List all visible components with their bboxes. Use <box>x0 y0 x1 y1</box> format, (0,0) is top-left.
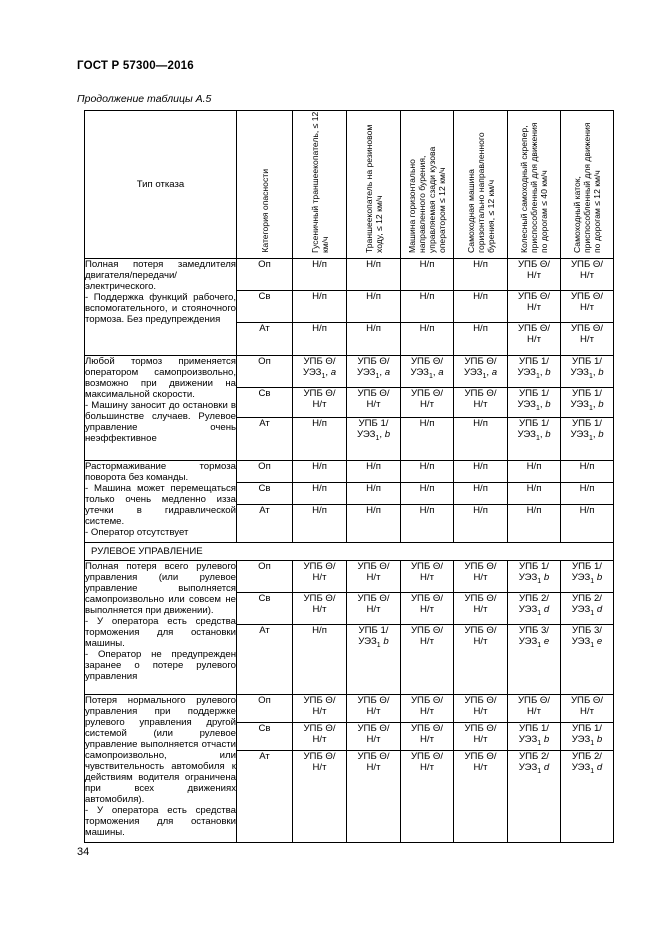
hazard-category-cell: Оп <box>237 356 293 388</box>
section-row <box>85 543 614 561</box>
table-continuation-caption: Продолжение таблицы А.5 <box>77 93 212 105</box>
rating-cell <box>347 259 401 291</box>
cell-value: Н/п <box>526 505 542 516</box>
rating-cell <box>347 723 401 751</box>
rating-cell <box>454 723 508 751</box>
failure-type-line: Полная потеря всего рулевого управления (или рулевое управление выполняется самопроизвольно или совсем не выполняется при движении). <box>85 561 236 616</box>
hazard-category-cell: Ат <box>237 625 293 695</box>
rating-cell <box>561 388 614 418</box>
rating-cell <box>293 291 347 323</box>
hazard-category-cell: Св <box>237 723 293 751</box>
cell-value-line2: Н/т <box>473 399 488 410</box>
hazard-category-cell: Ат <box>237 323 293 356</box>
cell-value-line1: УПБ 3/ <box>519 625 549 636</box>
table-row <box>85 561 614 593</box>
cell-value: Н/п <box>473 461 488 472</box>
header-col-3 <box>347 111 401 259</box>
cell-value-line1: УПБ Θ/ <box>357 388 390 399</box>
cell-value-line2: $УЭЗ_1$ d <box>518 762 550 775</box>
cell-value-line2: $УЭЗ_1$, b <box>517 367 551 380</box>
cell-value-line1: УПБ 2/ <box>572 751 602 762</box>
cell-value-line2: $УЭЗ_1$ b <box>571 734 603 747</box>
rating-cell <box>508 625 561 695</box>
cell-value-line2: Н/т <box>312 399 327 410</box>
cell-value-line2: $УЭЗ_1$, b <box>356 429 391 442</box>
cell-value-line2: Н/т <box>527 334 541 345</box>
cell-value-line2: $УЭЗ_1$, a <box>302 367 337 380</box>
rating-cell <box>454 561 508 593</box>
cell-value-line2: $УЭЗ_1$ b <box>571 572 603 585</box>
rating-cell <box>347 483 401 505</box>
cell-value-line1: УПБ Θ/ <box>410 356 444 367</box>
cell-value-line1: УПБ 1/ <box>572 418 602 429</box>
cell-value-line2: Н/т <box>366 572 381 583</box>
header-col-6 <box>508 111 561 259</box>
cell-value: Н/п <box>419 259 435 270</box>
rating-cell <box>401 593 454 625</box>
rating-cell <box>561 561 614 593</box>
cell-value-line2: $УЭЗ_1$ e <box>571 636 603 649</box>
cell-value-line2: Н/т <box>420 604 434 615</box>
cell-value-line2: $УЭЗ_1$ e <box>518 636 550 649</box>
rating-cell <box>401 259 454 291</box>
failure-type-line: Растормаживание тормоза поворота без команды. <box>85 461 236 483</box>
failure-type-cell <box>85 356 237 461</box>
rating-cell <box>347 751 401 843</box>
cell-value-line1: УПБ 1/ <box>519 418 549 429</box>
cell-value-line2: $УЭЗ_1$ b <box>518 572 550 585</box>
cell-value-line1: УПБ Θ/ <box>357 593 390 604</box>
rating-cell <box>293 356 347 388</box>
rating-cell <box>561 483 614 505</box>
rating-cell <box>454 695 508 723</box>
cell-value-line2: Н/т <box>527 302 541 313</box>
cell-value-line1: УПБ Θ/ <box>570 695 604 706</box>
cell-value-line2: Н/т <box>366 399 381 410</box>
rating-cell <box>347 593 401 625</box>
header-col-2 <box>293 111 347 259</box>
rating-cell <box>293 505 347 543</box>
cell-value-line1: УПБ Θ/ <box>464 388 497 399</box>
cell-value-line2: Н/т <box>580 302 594 313</box>
failure-type-cell <box>85 461 237 543</box>
hazard-category-cell: Оп <box>237 259 293 291</box>
rating-cell <box>454 625 508 695</box>
cell-value-line2: Н/т <box>580 334 594 345</box>
cell-value-line1: УПБ 1/ <box>519 388 549 399</box>
cell-value: Н/п <box>473 505 488 516</box>
rating-cell <box>347 356 401 388</box>
rating-cell <box>561 723 614 751</box>
rating-cell <box>561 505 614 543</box>
rating-cell <box>454 505 508 543</box>
rating-cell <box>561 593 614 625</box>
failure-type-line: Потеря нормального рулевого управления при поддержке рулевого управления другой системой (или рулевое управление выполняется отчасти самопроизвольно, или чувствительность автомобиля к действиям водителя ограничена при всех движениях автомобиля). <box>85 695 236 805</box>
cell-value-line1: УПБ Θ/ <box>570 323 604 334</box>
cell-value-line2: Н/т <box>473 706 488 717</box>
cell-value-line1: УПБ Θ/ <box>357 561 390 572</box>
hazard-category-cell: Оп <box>237 561 293 593</box>
cell-value: Н/п <box>473 483 488 494</box>
cell-value-line1: УПБ 2/ <box>519 593 549 604</box>
cell-value-line1: УПБ Θ/ <box>464 561 497 572</box>
hazard-category-cell: Ат <box>237 505 293 543</box>
header-crawler-trencher: Гусеничный траншеекопатель, ≤ 12 км/ч <box>309 111 330 253</box>
cell-value-line2: Н/т <box>366 734 381 745</box>
rating-cell <box>293 625 347 695</box>
cell-value-line2: $УЭЗ_1$, a <box>463 367 498 380</box>
cell-value-line1: УПБ 2/ <box>519 751 549 762</box>
cell-value: Н/п <box>419 323 435 334</box>
header-self-propelled-roller: Самоходный каток, приспособленный для движения по дорогам ≤ 12 км/ч <box>572 122 602 253</box>
hazard-category-cell: Оп <box>237 461 293 483</box>
cell-value-line2: $УЭЗ_1$ b <box>518 734 550 747</box>
cell-value-line1: УПБ 3/ <box>572 625 602 636</box>
rating-cell <box>347 561 401 593</box>
cell-value-line1: УПБ Θ/ <box>464 751 497 762</box>
cell-value: Н/п <box>312 259 327 270</box>
rating-cell <box>401 561 454 593</box>
cell-value-line2: $УЭЗ_1$, b <box>517 399 551 412</box>
cell-value-line2: $УЭЗ_1$, b <box>570 367 604 380</box>
cell-value-line1: УПБ Θ/ <box>410 723 444 734</box>
hazard-table <box>84 110 614 843</box>
cell-value-line1: УПБ Θ/ <box>303 356 336 367</box>
rating-cell <box>454 751 508 843</box>
document-header: ГОСТ Р 57300—2016 <box>77 60 194 72</box>
cell-value-line1: УПБ Θ/ <box>303 593 336 604</box>
rating-cell <box>401 323 454 356</box>
header-hdd-walk-behind: Машина горизонтально направленного бурения, управляемая сзади кузова оператором ≤ 12 км/ч <box>407 146 447 253</box>
cell-value-line2: Н/т <box>312 762 327 773</box>
hazard-category-cell: Оп <box>237 695 293 723</box>
cell-value-line2: Н/т <box>420 734 434 745</box>
cell-value-line2: $УЭЗ_1$, b <box>570 429 604 442</box>
rating-cell <box>508 418 561 461</box>
rating-cell <box>401 751 454 843</box>
rating-cell <box>401 695 454 723</box>
rating-cell <box>347 695 401 723</box>
cell-value-line2: $УЭЗ_1$, b <box>570 399 604 412</box>
cell-value-line1: УПБ Θ/ <box>410 751 444 762</box>
cell-value-line1: УПБ 1/ <box>519 561 549 572</box>
rating-cell <box>401 418 454 461</box>
cell-value-line1: УПБ 1/ <box>519 356 549 367</box>
rating-cell <box>508 323 561 356</box>
cell-value-line2: $УЭЗ_1$ b <box>358 636 389 649</box>
header-col-1 <box>237 111 293 259</box>
cell-value: Н/п <box>366 259 381 270</box>
rating-cell <box>401 356 454 388</box>
cell-value: Н/п <box>312 323 327 334</box>
cell-value: Н/п <box>312 291 327 302</box>
rating-cell <box>293 418 347 461</box>
cell-value: Н/п <box>312 483 327 494</box>
rating-cell <box>293 259 347 291</box>
cell-value-line1: УПБ Θ/ <box>357 723 390 734</box>
table-row <box>85 259 614 291</box>
cell-value-line2: $УЭЗ_1$ d <box>571 762 603 775</box>
cell-value-line2: Н/т <box>366 706 381 717</box>
table-body <box>85 259 614 843</box>
rating-cell <box>293 751 347 843</box>
rating-cell <box>347 505 401 543</box>
cell-value-line1: УПБ Θ/ <box>357 751 390 762</box>
cell-value-line2: $УЭЗ_1$ d <box>571 604 603 617</box>
header-hazard-category: Категория опасности <box>259 169 270 253</box>
header-col-7 <box>561 111 614 259</box>
rating-cell <box>508 356 561 388</box>
cell-value-line1: УПБ Θ/ <box>464 625 497 636</box>
page-number: 34 <box>77 846 90 858</box>
rating-cell <box>347 418 401 461</box>
cell-value-line2: Н/т <box>420 399 434 410</box>
failure-type-cell <box>85 561 237 695</box>
cell-value-line1: УПБ 2/ <box>572 593 602 604</box>
rating-cell <box>293 388 347 418</box>
rating-cell <box>454 461 508 483</box>
cell-value-line2: $УЭЗ_1$ d <box>518 604 550 617</box>
cell-value-line2: Н/т <box>366 762 381 773</box>
rating-cell <box>561 418 614 461</box>
failure-type-cell <box>85 695 237 843</box>
rating-cell <box>561 461 614 483</box>
cell-value: Н/п <box>419 461 435 472</box>
rating-cell <box>508 561 561 593</box>
failure-type-line: - Оператор не предупрежден заранее о потере рулевого управления <box>85 649 236 682</box>
cell-value-line1: УПБ 1/ <box>572 356 602 367</box>
cell-value-line2: Н/т <box>312 734 327 745</box>
cell-value: Н/п <box>579 461 595 472</box>
cell-value-line1: УПБ Θ/ <box>517 259 551 270</box>
table-row <box>85 356 614 388</box>
cell-value-line1: УПБ Θ/ <box>464 356 497 367</box>
cell-value-line2: $УЭЗ_1$, b <box>517 429 551 442</box>
rating-cell <box>561 356 614 388</box>
cell-value-line2: Н/т <box>580 706 594 717</box>
cell-value-line2: Н/т <box>420 572 434 583</box>
rating-cell <box>293 323 347 356</box>
cell-value-line1: УПБ Θ/ <box>570 259 604 270</box>
table-row <box>85 695 614 723</box>
hazard-category-cell: Св <box>237 593 293 625</box>
failure-type-line: - У оператора есть средства торможения для остановки машины. <box>85 805 236 838</box>
hazard-category-cell: Св <box>237 388 293 418</box>
cell-value-line2: Н/т <box>527 270 541 281</box>
rating-cell <box>401 483 454 505</box>
cell-value-line1: УПБ 1/ <box>519 723 549 734</box>
cell-value: Н/п <box>366 323 381 334</box>
rating-cell <box>508 695 561 723</box>
cell-value-line2: Н/т <box>580 270 594 281</box>
header-wheeled-trencher: Траншеекопатель на резиновом ходу, ≤ 12 км/ч <box>363 124 384 253</box>
rating-cell <box>454 483 508 505</box>
rating-cell <box>508 751 561 843</box>
rating-cell <box>454 593 508 625</box>
cell-value-line2: Н/т <box>473 604 488 615</box>
table-header-row <box>85 111 614 259</box>
section-label: РУЛЕВОЕ УПРАВЛЕНИЕ <box>85 543 614 561</box>
hazard-category-cell: Ат <box>237 751 293 843</box>
cell-value-line1: УПБ Θ/ <box>303 388 336 399</box>
rating-cell <box>347 323 401 356</box>
hazard-category-cell: Св <box>237 291 293 323</box>
cell-value: Н/п <box>419 418 435 429</box>
rating-cell <box>454 291 508 323</box>
cell-value-line2: Н/т <box>312 706 327 717</box>
failure-type-line: - У оператора есть средства торможения для остановки машины. <box>85 616 236 649</box>
cell-value: Н/п <box>473 418 488 429</box>
rating-cell <box>401 291 454 323</box>
cell-value-line1: УПБ 1/ <box>572 561 602 572</box>
rating-cell <box>293 461 347 483</box>
rating-cell <box>508 461 561 483</box>
rating-cell <box>508 723 561 751</box>
cell-value-line1: УПБ Θ/ <box>303 723 336 734</box>
cell-value: Н/п <box>366 291 381 302</box>
failure-type-line: - Машина может перемещаться только очень медленно изза утечки в гидравлической системе. <box>85 483 236 527</box>
cell-value-line2: Н/т <box>473 572 488 583</box>
failure-type-line: Полная потеря замедлителя двигателя/передачи/электрического. <box>85 259 236 292</box>
cell-value: Н/п <box>366 505 381 516</box>
rating-cell <box>561 291 614 323</box>
rating-cell <box>401 505 454 543</box>
table-row <box>85 461 614 483</box>
cell-value: Н/п <box>526 483 542 494</box>
rating-cell <box>293 593 347 625</box>
header-col-4 <box>401 111 454 259</box>
rating-cell <box>561 695 614 723</box>
cell-value-line1: УПБ 1/ <box>358 418 389 429</box>
cell-value-line1: УПБ Θ/ <box>517 695 551 706</box>
cell-value: Н/п <box>579 483 595 494</box>
cell-value: Н/п <box>419 505 435 516</box>
cell-value: Н/п <box>526 461 542 472</box>
cell-value-line2: Н/т <box>420 706 434 717</box>
cell-value-line1: УПБ Θ/ <box>570 291 604 302</box>
failure-type-line: Любой тормоз применяется оператором самопроизвольно, возможно при движении на максимальной скорости. <box>85 356 236 400</box>
rating-cell <box>561 625 614 695</box>
rating-cell <box>454 323 508 356</box>
cell-value-line1: УПБ Θ/ <box>517 291 551 302</box>
rating-cell <box>561 323 614 356</box>
cell-value: Н/п <box>312 418 327 429</box>
rating-cell <box>454 259 508 291</box>
header-col-5 <box>454 111 508 259</box>
cell-value-line1: УПБ Θ/ <box>464 593 497 604</box>
cell-value-line2: Н/т <box>420 762 434 773</box>
cell-value-line2: $УЭЗ_1$, a <box>410 367 444 380</box>
cell-value-line2: Н/т <box>420 636 434 647</box>
cell-value-line1: УПБ Θ/ <box>410 625 444 636</box>
cell-value: Н/п <box>579 505 595 516</box>
cell-value-line1: УПБ 1/ <box>572 388 602 399</box>
cell-value-line2: Н/т <box>366 604 381 615</box>
rating-cell <box>293 723 347 751</box>
cell-value: Н/п <box>473 291 488 302</box>
header-hdd-self-propelled: Самоходная машина горизонтально направленного бурения, ≤ 12 км/ч <box>465 132 496 253</box>
rating-cell <box>508 259 561 291</box>
rating-cell <box>293 561 347 593</box>
rating-cell <box>454 388 508 418</box>
cell-value-line1: УПБ Θ/ <box>464 695 497 706</box>
cell-value-line1: УПБ Θ/ <box>357 356 390 367</box>
rating-cell <box>561 751 614 843</box>
failure-type-line: - Машину заносит до остановки в большинстве случаев. Рулевое управление очень неэффективное <box>85 400 236 444</box>
rating-cell <box>401 625 454 695</box>
cell-value-line2: Н/т <box>473 734 488 745</box>
rating-cell <box>508 388 561 418</box>
cell-value-line2: Н/т <box>473 762 488 773</box>
rating-cell <box>293 483 347 505</box>
failure-type-line: - Оператор отсутствует <box>85 527 189 538</box>
rating-cell <box>401 388 454 418</box>
rating-cell <box>561 259 614 291</box>
cell-value-line1: УПБ Θ/ <box>303 751 336 762</box>
cell-value: Н/п <box>312 461 327 472</box>
rating-cell <box>401 723 454 751</box>
cell-value: Н/п <box>419 291 435 302</box>
cell-value: Н/п <box>312 625 327 636</box>
cell-value-line1: УПБ Θ/ <box>357 695 390 706</box>
cell-value-line1: УПБ Θ/ <box>303 561 336 572</box>
cell-value-line1: УПБ 1/ <box>358 625 389 636</box>
cell-value-line1: УПБ Θ/ <box>410 388 444 399</box>
cell-value-line2: Н/т <box>312 604 327 615</box>
failure-type-cell <box>85 259 237 356</box>
header-wheeled-scraper: Колесный самоходный скрепер, приспособленный для движения по дорогам ≤ 40 км/ч <box>519 122 549 253</box>
cell-value-line1: УПБ Θ/ <box>517 323 551 334</box>
cell-value: Н/п <box>366 483 381 494</box>
rating-cell <box>454 356 508 388</box>
rating-cell <box>508 593 561 625</box>
cell-value-line2: Н/т <box>312 572 327 583</box>
cell-value: Н/п <box>473 323 488 334</box>
hazard-category-cell: Ат <box>237 418 293 461</box>
cell-value-line1: УПБ Θ/ <box>410 593 444 604</box>
rating-cell <box>347 625 401 695</box>
rating-cell <box>508 291 561 323</box>
cell-value-line2: Н/т <box>527 706 541 717</box>
rating-cell <box>401 461 454 483</box>
cell-value-line1: УПБ Θ/ <box>303 695 336 706</box>
rating-cell <box>347 388 401 418</box>
header-failure-type: Тип отказа <box>85 111 237 259</box>
cell-value-line1: УПБ Θ/ <box>410 695 444 706</box>
rating-cell <box>347 291 401 323</box>
cell-value-line1: УПБ Θ/ <box>464 723 497 734</box>
cell-value: Н/п <box>419 483 435 494</box>
cell-value: Н/п <box>473 259 488 270</box>
cell-value-line1: УПБ Θ/ <box>410 561 444 572</box>
rating-cell <box>347 461 401 483</box>
hazard-category-cell: Св <box>237 483 293 505</box>
rating-cell <box>508 483 561 505</box>
cell-value-line2: $УЭЗ_1$, a <box>356 367 391 380</box>
rating-cell <box>454 418 508 461</box>
cell-value: Н/п <box>312 505 327 516</box>
rating-cell <box>508 505 561 543</box>
rating-cell <box>293 695 347 723</box>
cell-value: Н/п <box>366 461 381 472</box>
failure-type-line: - Поддержка функций рабочего, вспомогательного, и стояночного тормоза. Без предупреждения <box>85 292 236 325</box>
cell-value-line2: Н/т <box>473 636 488 647</box>
cell-value-line1: УПБ 1/ <box>572 723 602 734</box>
